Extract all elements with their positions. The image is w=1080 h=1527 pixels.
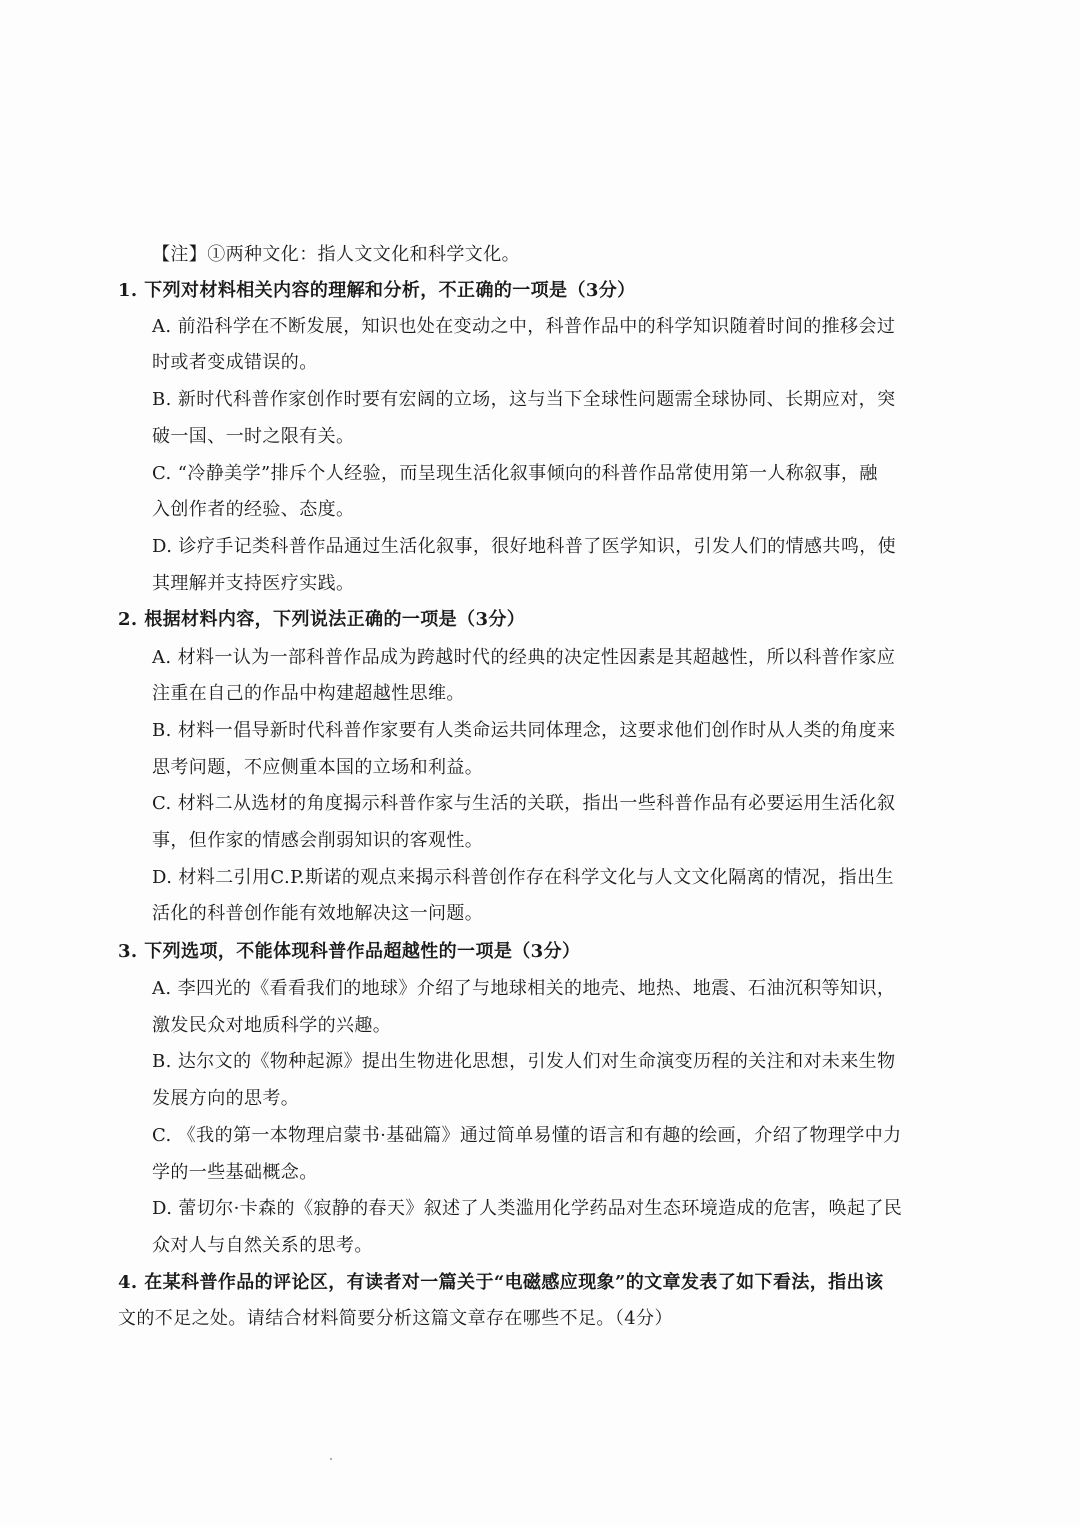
q1-option-a-line2: 时或者变成错误的。 <box>152 352 318 373</box>
q3-option-d-line1: D. 蕾切尔·卡森的《寂静的春天》叙述了人类滥用化学药品对生态环境造成的危害，唤起了民 <box>152 1198 903 1219</box>
q2-option-b-line1: B. 材料一倡导新时代科普作家要有人类命运共同体理念，这要求他们创作时从人类的角度来 <box>152 720 896 741</box>
q3-option-a-line2: 激发民众对地质科学的兴趣。 <box>152 1015 392 1036</box>
q2-option-c-line2: 事，但作家的情感会削弱知识的客观性。 <box>152 830 484 851</box>
note-line: 【注】①两种文化：指人文文化和科学文化。 <box>152 244 520 265</box>
q3-option-a-line1: A. 李四光的《看看我们的地球》介绍了与地球相关的地壳、地热、地震、石油沉积等知识， <box>152 978 896 999</box>
q2-option-d-line1: D. 材料二引用C.P.斯诺的观点来揭示科普创作存在科学文化与人文文化隔离的情况，指出生 <box>152 867 894 888</box>
q3-option-c-line1: C. 《我的第一本物理启蒙书·基础篇》通过简单易懂的语言和有趣的绘画，介绍了物理学中力 <box>152 1125 902 1146</box>
q1-option-b-line2: 破一国、一时之限有关。 <box>152 426 355 447</box>
q3-option-c-line2: 学的一些基础概念。 <box>152 1162 318 1183</box>
q1-option-a-line1: A. 前沿科学在不断发展，知识也处在变动之中，科普作品中的科学知识随着时间的推移会过 <box>152 316 896 337</box>
scan-speck <box>330 1458 332 1460</box>
q1-option-b-line1: B. 新时代科普作家创作时要有宏阔的立场，这与当下全球性问题需全球协同、长期应对，突 <box>152 389 896 410</box>
q1-option-d-line2: 其理解并支持医疗实践。 <box>152 573 355 594</box>
question-3-stem: 3. 下列选项，不能体现科普作品超越性的一项是（3分） <box>118 941 581 962</box>
q2-option-a-line2: 注重在自己的作品中构建超越性思维。 <box>152 683 465 704</box>
q2-option-b-line2: 思考问题，不应侧重本国的立场和利益。 <box>152 757 484 778</box>
q2-option-a-line1: A. 材料一认为一部科普作品成为跨越时代的经典的决定性因素是其超越性，所以科普作家应 <box>152 647 896 668</box>
question-2-stem: 2. 根据材料内容，下列说法正确的一项是（3分） <box>118 609 526 630</box>
q3-option-d-line2: 众对人与自然关系的思考。 <box>152 1235 373 1256</box>
q2-option-d-line2: 活化的科普创作能有效地解决这一问题。 <box>152 903 484 924</box>
q3-option-b-line2: 发展方向的思考。 <box>152 1088 300 1109</box>
q1-option-d-line1: D. 诊疗手记类科普作品通过生活化叙事，很好地科普了医学知识，引发人们的情感共鸣，使 <box>152 536 897 557</box>
q3-option-b-line1: B. 达尔文的《物种起源》提出生物进化思想，引发人们对生命演变历程的关注和对未来生物 <box>152 1051 896 1072</box>
q2-option-c-line1: C. 材料二从选材的角度揭示科普作家与生活的关联，指出一些科普作品有必要运用生活化叙 <box>152 793 896 814</box>
question-4-stem-line2: 文的不足之处。请结合材料简要分析这篇文章存在哪些不足。（4分） <box>118 1308 673 1329</box>
q1-option-c-line1: C. “冷静美学”排斥个人经验，而呈现生活化叙事倾向的科普作品常使用第一人称叙事，融 <box>152 463 878 484</box>
question-4-stem-line1: 4. 在某科普作品的评论区，有读者对一篇关于“电磁感应现象”的文章发表了如下看法，指出该 <box>118 1272 884 1293</box>
q1-option-c-line2: 入创作者的经验、态度。 <box>152 499 355 520</box>
question-1-stem: 1. 下列对材料相关内容的理解和分析，不正确的一项是（3分） <box>118 280 636 301</box>
